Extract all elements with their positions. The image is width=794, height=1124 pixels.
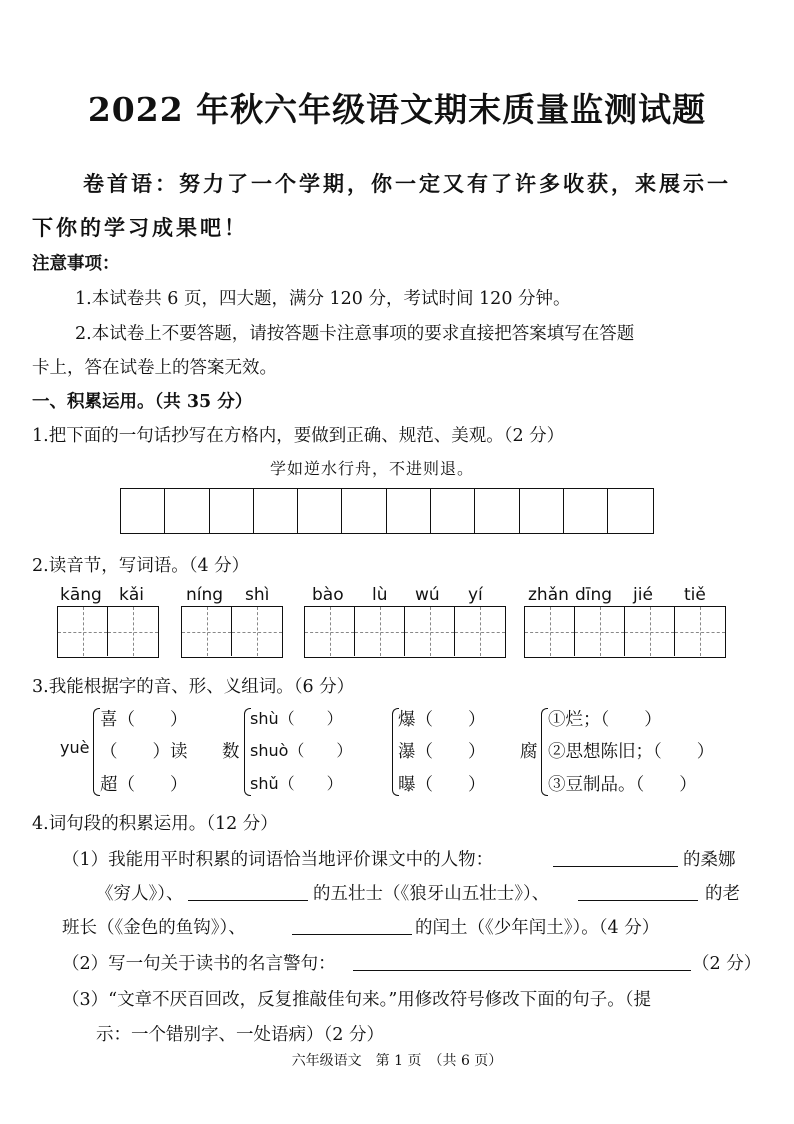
- copy-cell[interactable]: [165, 489, 209, 533]
- q4-p3-line-2: 示：一个错别字、一处语病）（2 分）: [96, 1025, 384, 1045]
- copy-cell[interactable]: [387, 489, 431, 533]
- q4-p1-text: （1）我能用平时积累的词语恰当地评价课文中的人物：: [62, 850, 494, 870]
- q3-item: 超（ ）: [100, 775, 188, 795]
- q2-prompt: 2.读音节，写词语。（4 分）: [32, 556, 250, 576]
- tianzige-group: [181, 606, 283, 658]
- pinyin-label: lù: [372, 585, 388, 605]
- pinyin-label: dīng: [575, 585, 613, 605]
- brace: [541, 708, 548, 796]
- pinyin-label: shì: [245, 585, 270, 605]
- q3-item: 喜（ ）: [100, 710, 188, 730]
- copy-cell[interactable]: [564, 489, 608, 533]
- tianzige-cell[interactable]: [182, 607, 232, 656]
- pinyin-label: kǎi: [119, 585, 144, 605]
- tianzige-cell[interactable]: [455, 607, 505, 656]
- tianzige-group: [57, 606, 159, 658]
- q1-prompt: 1.把下面的一句话抄写在方格内，要做到正确、规范、美观。（2 分）: [32, 426, 565, 446]
- tianzige-cell[interactable]: [405, 607, 455, 656]
- q3-group-1-lead: yuè: [60, 738, 90, 757]
- pinyin-label: yí: [468, 585, 483, 605]
- pinyin-label: níng: [186, 585, 224, 605]
- tianzige-group: [304, 606, 506, 658]
- tianzige-cell[interactable]: [355, 607, 405, 656]
- q4-p1-text: 的闰土（《少年闰土》）。（4 分）: [415, 918, 660, 938]
- copy-cell[interactable]: [431, 489, 475, 533]
- copy-cell[interactable]: [210, 489, 254, 533]
- notice-item-2-line-2: 卡上，答在试卷上的答案无效。: [32, 358, 277, 378]
- answer-blank[interactable]: [353, 970, 691, 971]
- q3-item: ②思想陈旧；（ ）: [548, 742, 715, 762]
- q4-p3-line-1: （3）“文章不厌百回改，反复推敲佳句来。”用修改符号修改下面的句子。（提: [62, 990, 652, 1010]
- tianzige-cell[interactable]: [108, 607, 158, 656]
- answer-blank[interactable]: [188, 900, 308, 901]
- pinyin-label: zhǎn: [528, 585, 569, 605]
- tianzige-group: [524, 606, 726, 658]
- tianzige-cell[interactable]: [575, 607, 625, 656]
- tianzige-cell[interactable]: [525, 607, 575, 656]
- copy-cell[interactable]: [254, 489, 298, 533]
- intro-line-1: 卷首语：努力了一个学期，你一定又有了许多收获，来展示一: [83, 171, 731, 196]
- tianzige-cell[interactable]: [625, 607, 675, 656]
- copy-grid: [120, 488, 654, 534]
- q4-p2-text: （2）写一句关于读书的名言警句：: [62, 954, 336, 974]
- brace: [93, 708, 100, 796]
- notice-item-2-line-1: 2.本试卷上不要答题，请按答题卡注意事项的要求直接把答案填写在答题: [75, 324, 635, 344]
- q3-item: 曝（ ）: [398, 775, 486, 795]
- q3-item: 爆（ ）: [398, 710, 486, 730]
- page-footer: 六年级语文 第 1 页 （共 6 页）: [291, 1053, 503, 1069]
- notice-item-1: 1.本试卷共 6 页，四大题，满分 120 分，考试时间 120 分钟。: [75, 289, 571, 309]
- q3-item: ①烂；（ ）: [548, 710, 662, 730]
- copy-cell[interactable]: [608, 489, 652, 533]
- q3-prompt: 3.我能根据字的音、形、义组词。（6 分）: [32, 677, 355, 697]
- tianzige-cell[interactable]: [232, 607, 282, 656]
- intro-line-2: 下你的学习成果吧！: [32, 215, 248, 240]
- q3-item: ③豆制品。（ ）: [548, 775, 697, 795]
- copy-cell[interactable]: [475, 489, 519, 533]
- q4-p1-text: 班长（《金色的鱼钩》）、: [62, 918, 246, 938]
- pinyin-label: jié: [633, 585, 653, 605]
- q4-p1-text: 《穷人》）、: [96, 884, 184, 904]
- q4-p1-text: 的老: [705, 884, 740, 904]
- tianzige-cell[interactable]: [305, 607, 355, 656]
- q3-group-4-lead: 腐: [520, 742, 538, 762]
- q3-group-2-lead: 数: [222, 742, 240, 762]
- copy-cell[interactable]: [121, 489, 165, 533]
- tianzige-cell[interactable]: [58, 607, 108, 656]
- notice-heading: 注意事项：: [32, 254, 120, 274]
- q3-item: shuò（ ）: [250, 741, 353, 760]
- answer-blank[interactable]: [578, 900, 698, 901]
- copy-cell[interactable]: [342, 489, 386, 533]
- q3-item: shù（ ）: [250, 709, 343, 728]
- pinyin-label: tiě: [684, 585, 706, 605]
- q4-prompt: 4.词句段的积累运用。（12 分）: [32, 814, 278, 834]
- q3-item: （ ）读: [100, 742, 188, 762]
- exam-title: 2022 年秋六年级语文期末质量监测试题: [87, 90, 707, 129]
- q3-item: shǔ（ ）: [250, 774, 343, 793]
- q4-p1-text: 的桑娜: [683, 850, 736, 870]
- answer-blank[interactable]: [553, 866, 678, 867]
- q4-p1-text: 的五壮士（《狼牙山五壮士》）、: [313, 884, 550, 904]
- pinyin-label: kāng: [60, 585, 102, 605]
- q1-sentence: 学如逆水行舟，不进则退。: [270, 459, 475, 478]
- answer-blank[interactable]: [292, 934, 412, 935]
- pinyin-label: wú: [415, 585, 440, 605]
- pinyin-label: bào: [312, 585, 344, 605]
- tianzige-cell[interactable]: [675, 607, 725, 656]
- section-1-heading: 一、积累运用。（共 35 分）: [32, 392, 253, 412]
- q3-item: 瀑（ ）: [398, 742, 486, 762]
- copy-cell[interactable]: [298, 489, 342, 533]
- q4-p2-score: （2 分）: [692, 954, 762, 974]
- copy-cell[interactable]: [520, 489, 564, 533]
